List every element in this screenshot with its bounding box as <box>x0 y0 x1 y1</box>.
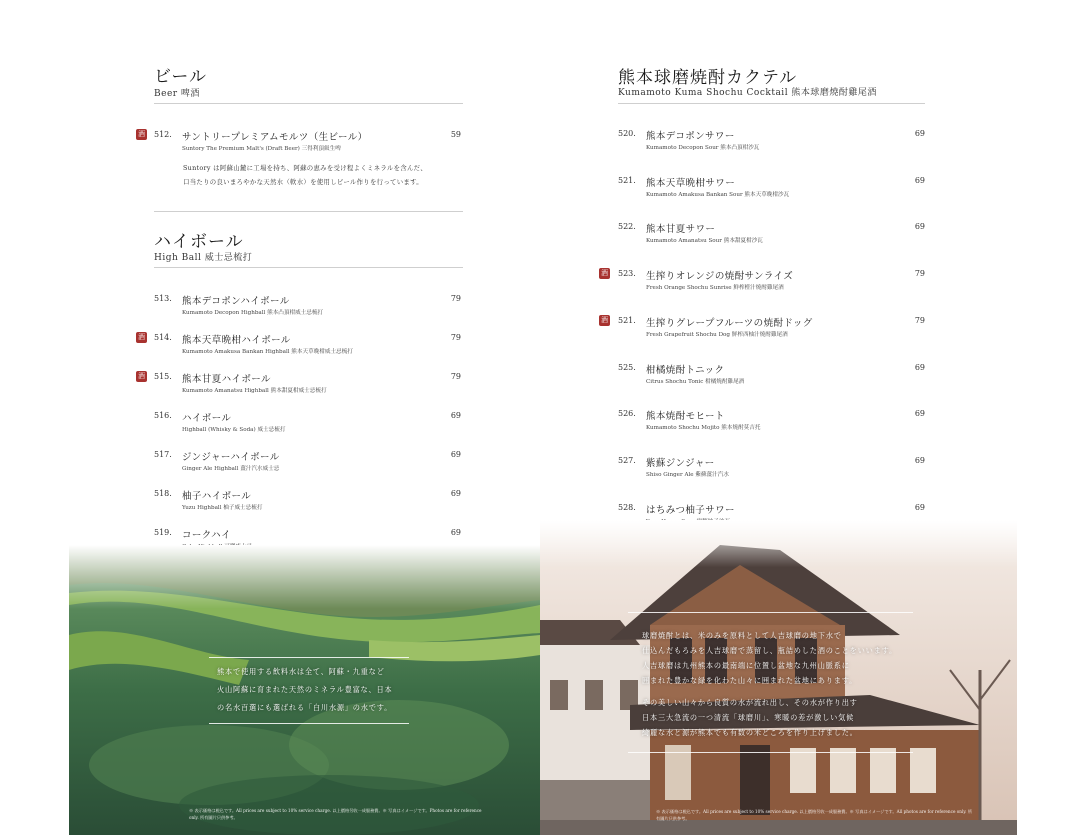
item-price: 69 <box>450 489 461 498</box>
item-english-name: Kumamoto Amanatsu Highball 熊本甜夏柑威士忌梳打 <box>182 388 327 394</box>
item-english-name: Citrus Shochu Tonic 柑橘燒酎雞尾酒 <box>646 378 745 385</box>
recommended-badge-icon: 酒 <box>138 333 145 341</box>
item-english-name: Kumamoto Decopon Highball 熊本凸頂柑威士忌梳打 <box>182 310 324 316</box>
item-price: 69 <box>450 411 461 420</box>
item-name: 紫蘇ジンジャー <box>646 457 715 469</box>
menu-item <box>154 294 461 330</box>
item-number: 521. <box>618 315 636 325</box>
caption-rule-bottom <box>628 752 913 753</box>
menu-item <box>601 269 925 305</box>
menu-item <box>618 456 925 492</box>
shochu-rule <box>618 103 925 104</box>
distillery-caption-line: 仕込んだもろみを人吉球磨で蒸留し、瓶詰めした酒のことをいいます。 <box>642 646 898 655</box>
item-price: 69 <box>914 362 925 372</box>
beer-bottom-rule <box>154 211 463 212</box>
item-price: 69 <box>914 409 925 419</box>
item-number: 523. <box>618 269 636 279</box>
item-number: 516. <box>154 411 172 420</box>
item-number: 515. <box>154 372 172 381</box>
item-number: 521. <box>618 175 636 185</box>
right-page <box>540 0 1017 835</box>
recommended-badge-icon: 酒 <box>601 269 608 278</box>
item-name: 生搾りグレープフルーツの焼酎ドッグ <box>646 317 813 329</box>
distillery-caption-line: 日本三大急流の一つ清流「球磨川」、寒暖の差が激しい気候 <box>642 713 855 722</box>
shochu-title: 熊本球磨焼酎カクテル <box>618 68 798 88</box>
distillery-caption-line: 綺麗な水と源が熊本でも有数の米どころを作り上げました。 <box>642 728 858 737</box>
item-name: ハイボール <box>182 413 232 424</box>
recommended-badge-icon: 酒 <box>138 130 145 138</box>
item-name: 熊本デコポンサワー <box>646 131 735 142</box>
item-number: 517. <box>154 450 172 459</box>
item-english-name: Kumamoto Amakusa Bankan Highball 熊本天草晚柑威士忌梳打 <box>182 349 353 355</box>
left-page <box>69 0 540 835</box>
item-price: 79 <box>450 372 461 381</box>
left-footer-note: ※ 表示価格は税込です。All prices are subject to 10% service charge. 以上價格另收一成服務費。※ 写真はイメージです。Photos are for reference only. 所有圖片只供參考。 <box>189 808 482 820</box>
item-english-name: Ginger Ale Highball 薑汁汽水威士忌 <box>182 466 280 472</box>
caption-rule-top <box>209 657 409 658</box>
caption-rule-top <box>628 612 913 613</box>
item-name: サントリープレミアムモルツ（生ビール） <box>182 132 368 143</box>
item-english-name: Fresh Grapefruit Shochu Dog 鮮榨西柚汁燒酎雞尾酒 <box>646 331 788 338</box>
item-number: 525. <box>618 362 636 372</box>
highball-title: ハイボール <box>154 232 244 252</box>
distillery-photo <box>540 520 1017 835</box>
item-price: 59 <box>450 130 461 139</box>
distillery-caption <box>642 628 897 740</box>
right-footer-note: ※ 表示価格は税込です。All prices are subject to 10% service charge. 以上價格另收一成服務費。※ 写真はイメージです。All photos are for reference only. 所有圖片只供參考。 <box>656 809 972 821</box>
item-name: はちみつ柚子サワー <box>646 504 735 516</box>
item-price: 79 <box>450 333 461 342</box>
distillery-caption-line: 囲まれた豊かな緑を化わた山々に囲まれた盆地にあります。 <box>642 676 858 685</box>
item-price: 69 <box>914 502 925 512</box>
menu-item <box>154 450 461 486</box>
item-english-name: Suntory The Premium Malt's (Draft Beer) 三得利頂級生啤 <box>182 146 341 152</box>
beer-description-line: 口当たりの良いまろやかな天然水（軟水）を使用しビール作りを行っています。 <box>183 178 423 186</box>
spring-caption-line: 熊本で使用する飲料水は全て、阿蘇・九重など <box>217 667 385 676</box>
item-number: 514. <box>154 333 172 342</box>
item-name: 柑橘焼酎トニック <box>646 364 725 376</box>
item-english-name: Yuzu Highball 柚子威士忌梳打 <box>182 505 263 511</box>
item-english-name: Fresh Orange Shochu Sunrise 鮮榨橙汁燒酎雞尾酒 <box>646 285 784 292</box>
distillery-caption-line: その美しい山々から良質の水が流れ出し、その水が作り出す <box>642 698 858 707</box>
caption-rule-bottom <box>209 723 409 724</box>
beer-subtitle: Beer 啤酒 <box>154 89 200 99</box>
recommended-badge-icon: 酒 <box>601 315 608 324</box>
item-number: 518. <box>154 489 172 498</box>
item-price: 79 <box>450 294 461 303</box>
beer-title: ビール <box>154 67 207 87</box>
menu-item <box>618 129 925 165</box>
item-name: 生搾りオレンジの焼酎サンライズ <box>646 271 794 283</box>
spring-water-photo <box>69 545 540 835</box>
menu-item <box>618 363 925 399</box>
item-english-name: Highball (Whisky & Soda) 威士忌梳打 <box>182 427 286 433</box>
beer-description-line: Suntory は阿蘇山麓に工場を持ち、阿蘇の恵みを受け程よくミネラルを含んだ、 <box>183 164 428 172</box>
beer-rule <box>154 103 463 104</box>
item-price: 69 <box>914 455 925 465</box>
item-number: 527. <box>618 455 636 465</box>
item-number: 528. <box>618 502 636 512</box>
menu-item <box>154 411 461 447</box>
item-price: 69 <box>450 450 461 459</box>
item-price: 69 <box>914 129 925 138</box>
item-name: 熊本デコポンハイボール <box>182 296 290 307</box>
menu-item <box>601 315 925 352</box>
highball-rule <box>154 267 463 268</box>
item-name: 熊本焼酎モヒート <box>646 411 725 423</box>
item-name: 柚子ハイボール <box>182 491 252 502</box>
item-english-name: Kumamoto Shochu Mojito 熊本燒酎莫吉托 <box>646 425 761 432</box>
recommended-badge-icon: 酒 <box>138 372 145 380</box>
item-english-name: Kumamoto Amakusa Bankan Sour 熊本天草晚柑沙瓦 <box>646 191 790 198</box>
highball-subtitle: High Ball 威士忌梳打 <box>154 253 253 263</box>
item-name: ジンジャーハイボール <box>182 452 280 463</box>
distillery-caption-line: 球磨焼酎とは、米のみを原料として人吉球磨の地下水で <box>642 631 842 640</box>
item-price: 79 <box>914 315 925 325</box>
item-name: 熊本甘夏サワー <box>646 224 716 236</box>
spring-caption-line: の名水百選にも選ばれる「白川水源」の水です。 <box>217 703 393 712</box>
item-number: 522. <box>618 222 636 232</box>
item-name: 熊本甘夏ハイボール <box>182 374 271 385</box>
item-number: 519. <box>154 528 172 537</box>
item-name: コークハイ <box>182 530 231 541</box>
beer-description <box>183 161 427 189</box>
item-name: 熊本天草晩柑ハイボール <box>182 335 291 346</box>
item-number: 513. <box>154 294 172 303</box>
item-price: 69 <box>450 528 461 537</box>
menu-item <box>138 333 461 369</box>
shochu-subtitle: Kumamoto Kuma Shochu Cocktail 熊本球磨燒酎雞尾酒 <box>618 88 877 98</box>
item-number: 512. <box>154 130 172 139</box>
menu-item <box>154 489 461 525</box>
item-price: 79 <box>914 269 925 279</box>
menu-item <box>618 176 925 212</box>
item-english-name: Kumamoto Decopon Sour 熊本凸頂柑沙瓦 <box>646 145 760 151</box>
item-english-name: Shiso Ginger Ale 紫蘇薑汁汽水 <box>646 471 729 478</box>
menu-item <box>618 409 925 445</box>
menu-item <box>138 372 461 408</box>
distillery-caption-line: 人吉球磨は九州熊本の最南端に位置し盆地な九州山脈系に <box>642 661 850 670</box>
spring-caption-line: 火山阿蘇に育まれた天然のミネラル豊富な、日本 <box>217 685 393 694</box>
item-english-name: Kumamoto Amanatsu Sour 熊本甜夏柑沙瓦 <box>646 238 763 245</box>
item-number: 520. <box>618 129 636 138</box>
item-name: 熊本天草晩柑サワー <box>646 177 736 189</box>
spring-caption <box>217 663 393 717</box>
item-price: 69 <box>914 175 925 185</box>
menu-item <box>618 222 925 258</box>
item-number: 526. <box>618 409 636 419</box>
item-price: 69 <box>914 222 925 232</box>
